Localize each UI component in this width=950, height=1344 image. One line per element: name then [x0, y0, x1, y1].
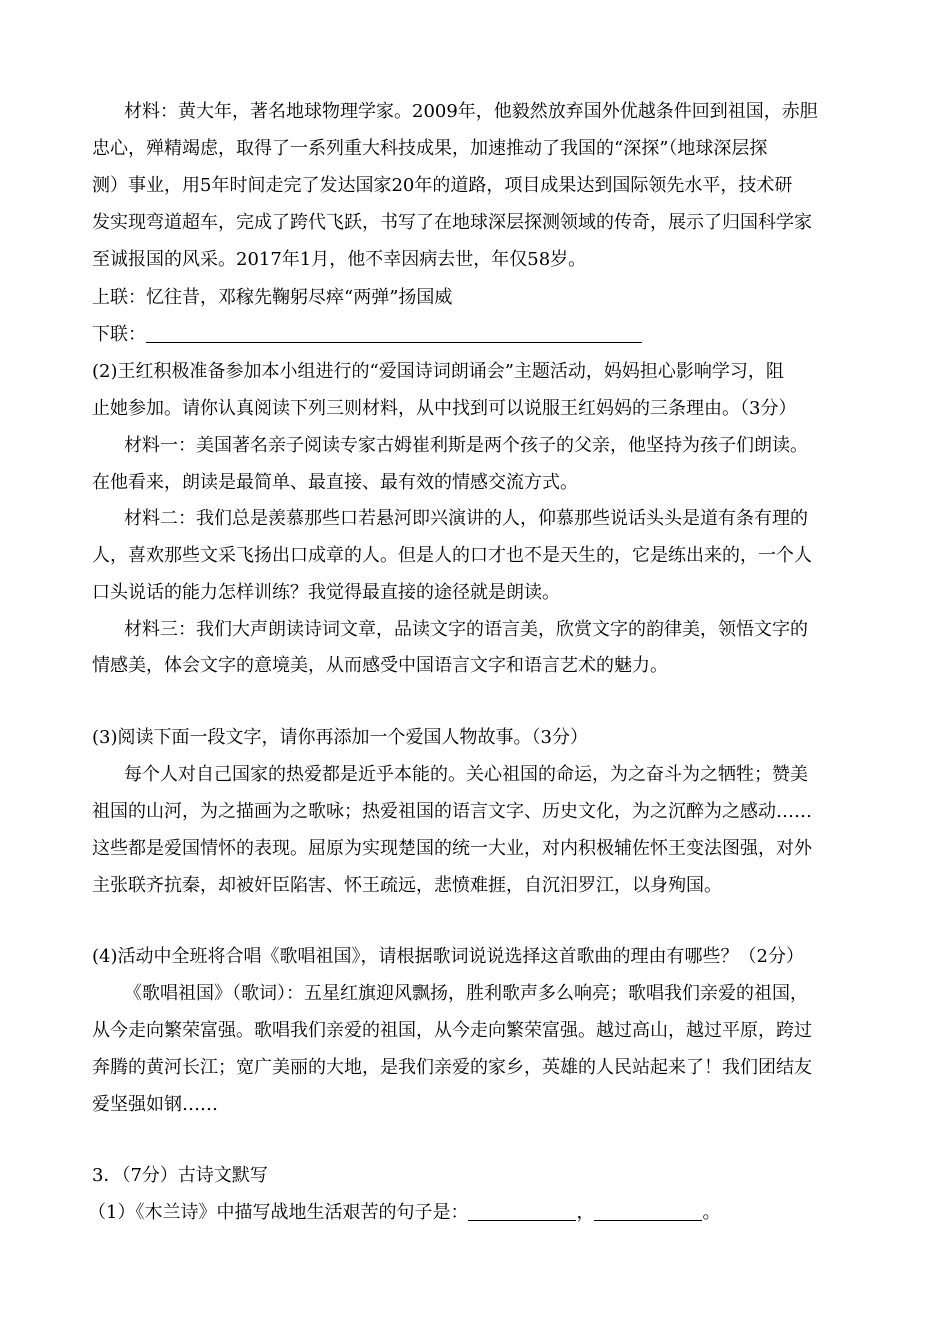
poem-question-text: （1）《木兰诗》中描写战地生活艰苦的句子是：	[88, 1202, 469, 1223]
poem-answer-blank-2[interactable]	[594, 1202, 702, 1221]
material-one-line: 材料一：美国著名亲子阅读专家古姆崔利斯是两个孩子的父亲，他坚持为孩子们朗读。	[124, 435, 808, 456]
material-paragraph-line: 发实现弯道超车，完成了跨代飞跃，书写了在地球深层探测领域的传奇，展示了归国科学家	[92, 212, 812, 233]
material-paragraph-line: 忠心，殚精竭虑，取得了一系列重大科技成果，加速推动了我国的“深探”（地球深层探	[92, 138, 768, 159]
comma-separator: ，	[576, 1202, 595, 1223]
material-paragraph-line: 测）事业，用5年时间走完了发达国家20年的道路，项目成果达到国际领先水平，技术研	[92, 175, 793, 196]
material-paragraph-line: 至诚报国的风采。2017年1月，他不幸因病去世，年仅58岁。	[92, 249, 587, 270]
lower-couplet-answer-blank[interactable]	[146, 324, 642, 343]
question-4-line: (4)活动中全班将合唱《歌唱祖国》，请根据歌词说说选择这首歌曲的理由有哪些？（2分）	[92, 946, 804, 967]
lower-couplet-label: 下联：	[92, 324, 146, 345]
section-3-heading: 3．（7分）古诗文默写	[92, 1165, 268, 1186]
poem-answer-blank-1[interactable]	[468, 1202, 576, 1221]
material-one-line: 在他看来，朗读是最简单、最直接、最有效的情感交流方式。	[92, 472, 578, 493]
question-2-line: 止她参加。请你认真阅读下列三则材料，从中找到可以说服王红妈妈的三条理由。（3分）	[92, 398, 797, 419]
lyrics-line: 奔腾的黄河长江；宽广美丽的大地，是我们亲爱的家乡，英雄的人民站起来了！我们团结友	[92, 1057, 812, 1078]
material-two-line: 口头说话的能力怎样训练？我觉得最直接的途径就是朗读。	[92, 582, 560, 603]
question-3-line: (3)阅读下面一段文字，请你再添加一个爱国人物故事。（3分）	[92, 727, 588, 748]
material-paragraph-line: 材料：黄大年，著名地球物理学家。2009年，他毅然放弃国外优越条件回到祖国，赤胆	[124, 101, 818, 122]
lower-couplet-row	[92, 321, 872, 349]
material-two-line: 人，喜欢那些文采飞扬出口成章的人。但是人的口才也不是天生的，它是练出来的，一个人	[92, 545, 812, 566]
upper-couplet: 上联：忆往昔，邓稼先鞠躬尽瘁“两弹”扬国威	[92, 287, 453, 308]
lyrics-line: 《歌唱祖国》（歌词）：五星红旗迎风飘扬，胜利歌声多么响亮；歌唱我们亲爱的祖国，	[124, 983, 808, 1004]
question-3-passage-line: 这些都是爱国情怀的表现。屈原为实现楚国的统一大业，对内积极辅佐怀王变法图强，对外	[92, 838, 812, 859]
material-three-line: 情感美，体会文字的意境美，从而感受中国语言文字和语言艺术的魅力。	[92, 655, 668, 676]
question-3-passage-line: 每个人对自己国家的热爱都是近乎本能的。关心祖国的命运，为之奋斗为之牺牲；赞美	[124, 764, 808, 785]
question-3-passage-line: 主张联齐抗秦，却被奸臣陷害、怀王疏远，悲愤难捱，自沉汨罗江，以身殉国。	[92, 875, 722, 896]
period-mark: 。	[702, 1202, 721, 1223]
material-two-line: 材料二：我们总是羡慕那些口若悬河即兴演讲的人，仰慕那些说话头头是道有条有理的	[124, 508, 808, 529]
material-three-line: 材料三：我们大声朗读诗词文章，品读文字的语言美，欣赏文字的韵律美，领悟文字的	[124, 619, 808, 640]
question-3-passage-line: 祖国的山河，为之描画为之歌咏；热爱祖国的语言文字、历史文化，为之沉醉为之感动……	[92, 801, 812, 822]
poem-question-row	[88, 1199, 868, 1227]
lyrics-line: 爱坚强如钢……	[92, 1094, 218, 1115]
lyrics-line: 从今走向繁荣富强。歌唱我们亲爱的祖国，从今走向繁荣富强。越过高山，越过平原，跨过	[92, 1020, 812, 1041]
question-2-line: (2)王红积极准备参加本小组进行的“爱国诗词朗诵会”主题活动，妈妈担心影响学习，阻	[92, 361, 784, 382]
